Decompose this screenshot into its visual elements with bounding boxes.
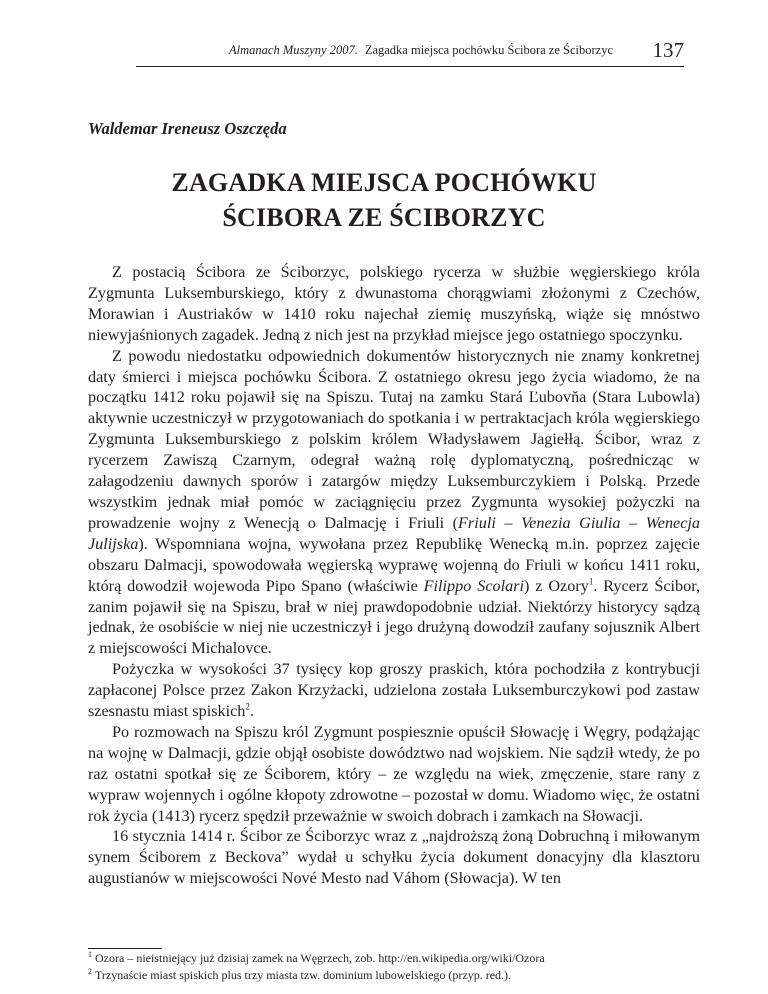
- paragraph-3: [88, 659, 700, 722]
- paragraph-1: Z postacią Ścibora ze Ściborzyc, polskiego rycerza w służbie węgierskiego króla Zygmunta Luksemburskiego, który z dwunastoma chorągwiami złożonymi z Czechów, Morawian i Austriaków w 1410 roku najechał ziemię muszyńską, wiąże się mnóstwo niewyjaśnionych zagadek. Jedną z nich jest na przykład miejsce jego ostatniego spoczynku.: [88, 263, 700, 344]
- paragraph-4: Po rozmowach na Spiszu król Zygmunt pospiesznie opuścił Słowację i Węgry, podążając na wojnę w Dalmacji, gdzie objął osobiste dowództwo nad wojskiem. Nie sądził wtedy, że po raz ostatni spotkał się ze Ściborem, który – ze względu na wiek, zmęczenie, stare rany z wypraw wojennych i ogólne kłopoty zdrowotne – pozostał w domu. Wiadomo więc, że ostatni rok życia (1413) rycerz spędził przeważnie w swoich dobrach i zamkach na Słowacji.: [88, 722, 700, 825]
- paragraph-2-text-c: ) z Ozory: [524, 576, 589, 595]
- running-head: [0, 38, 768, 62]
- footnote-1-number: 1: [88, 950, 92, 959]
- footnote-ref-2[interactable]: 2: [245, 701, 250, 712]
- paragraph-2-text-b: ). Wspomniana wojna, wywołana przez Republikę Wenecką m.in. poprzez zajęcie obszaru Dalmacji, spowodowała węgierską wyprawę wojenną do Friuli w końcu 1411 roku, którą dowodził wojewoda Pipo Spano (właściwie: [88, 534, 700, 595]
- running-head-text: [229, 43, 613, 58]
- footnotes: [88, 950, 700, 984]
- paragraph-2-italic-b: Filippo Scolari: [423, 576, 524, 595]
- title-line-1: ZAGADKA MIEJSCA POCHÓWKU: [171, 168, 597, 197]
- paragraph-2-text-d: . Rycerz Ścibor, zanim pojawił się na Spiszu, brał w niej prawdopodobnie udział. Niektórzy historycy sądzą jednak, że osobiście w niej nie uczestniczył i jego drużyną dowodził zaufany sojusznik Albert z miejscowości Michalovce.: [88, 576, 701, 658]
- paragraph-3-text-a: Pożyczka w wysokości 37 tysięcy kop groszy praskich, która pochodziła z kontrybucji zapłaconej Polsce przez Zakon Krzyżacki, udzielona została Luksemburczykowi pod zastaw szesnastu miast spiskich: [88, 660, 700, 721]
- footnote-1-text: Ozora – nieistniejący już dzisiaj zamek na Węgrzech, zob. http://en.wikipedia.org/wiki/Ozora: [95, 951, 545, 965]
- author-name: Waldemar Ireneusz Oszczęda: [88, 119, 287, 138]
- running-title: Zagadka miejsca pochówku Ścibora ze Ściborzyc: [364, 43, 613, 57]
- title-line-2: ŚCIBORA ZE ŚCIBORZYC: [222, 203, 546, 232]
- footnote-2-text: Trzynaście miast spiskich plus trzy miasta tzw. dominium lubowelskiego (przyp. red.).: [95, 968, 512, 982]
- header-rule: [136, 66, 684, 67]
- footnote-ref-1[interactable]: 1: [588, 576, 594, 587]
- journal-name: Almanach Muszyny 2007.: [229, 43, 358, 57]
- paragraph-3-text-b: .: [249, 702, 254, 721]
- paragraph-2-text-a: Z powodu niedostatku odpowiednich dokumentów historycznych nie znamy konkretnej daty śmierci i miejsca pochówku Ścibora. Z ostatniego okresu jego życia wiadomo, że na początku 1412 roku pojawił się na Spiszu. Tutaj na zamku Stará Ľubovňa (Stara Lubowla) aktywnie uczestniczył w przygotowaniach do spotkania i w pertraktacjach króla węgierskiego Zygmunta Luksemburskiego z polskim królem Władysławem Jagiełłą. Ścibor, wraz z rycerzem Zawiszą Czarnym, odegrał ważną rolę dyplomatyczną, pośrednicząc w załagodzeniu dawnych sporów i zatargów między Luksemburczykiem i Polską. Przede wszystkim jednak miał pomóc w zaciągnięciu przez Zygmunta wysokiej pożyczki na prowadzenie wojny z Wenecją o Dalmację i Friuli (: [88, 346, 700, 532]
- paragraph-2: [88, 346, 700, 660]
- footnote-rule: [88, 948, 162, 949]
- footnote-1: [88, 950, 700, 967]
- article-body: [88, 262, 700, 889]
- page-number: 137: [652, 38, 684, 62]
- article-title: [0, 165, 768, 235]
- footnote-2: [88, 967, 700, 984]
- paragraph-2-italic-a: Friuli – Venezia Giulia – Wenecja Julijska: [88, 513, 700, 553]
- footnote-2-number: 2: [88, 967, 92, 976]
- paragraph-5: 16 stycznia 1414 r. Ścibor ze Ściborzyc wraz z „najdroższą żoną Dobruchną i miłowanym synem Ściborem z Beckova” wydał u schyłku życia dokument donacyjny dla klasztoru augustianów w miejscowości Nové Mesto nad Váhom (Słowacja). W ten: [88, 827, 700, 888]
